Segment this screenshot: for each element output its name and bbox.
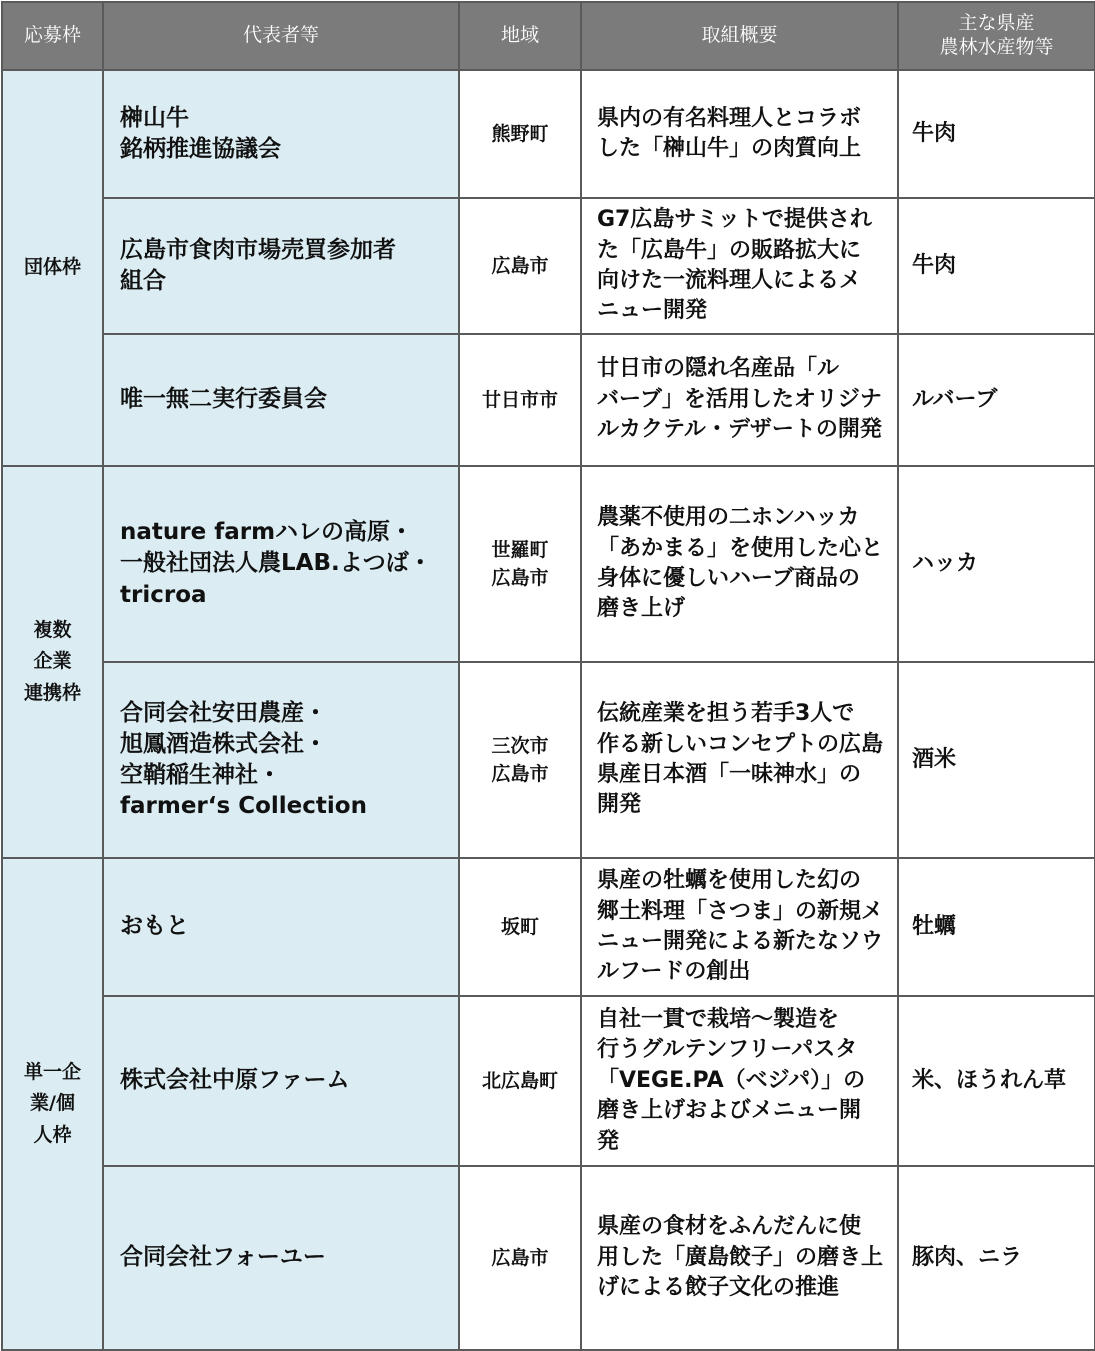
table-row [2, 466, 1095, 662]
product-cell: 牛肉 [898, 198, 1095, 334]
region-cell: 廿日市市 [459, 334, 581, 466]
product-cell: 豚肉、ニラ [898, 1166, 1095, 1350]
region-cell: 世羅町 広島市 [459, 466, 581, 662]
summary-cell: 県内の有名料理人とコラボ した「榊山牛」の肉質向上 [581, 70, 898, 198]
table-row [2, 662, 1095, 858]
header-region: 地域 [459, 2, 581, 70]
region-cell: 北広島町 [459, 996, 581, 1166]
summary-cell: 農薬不使用の二ホンハッカ 「あかまる」を使用した心と 身体に優しいハーブ商品の 磨き上げ [581, 466, 898, 662]
representative-cell: 合同会社フォーユー [103, 1166, 459, 1350]
product-cell: ルバーブ [898, 334, 1095, 466]
table-row [2, 1166, 1095, 1350]
header-row [2, 2, 1095, 70]
header-summary: 取組概要 [581, 2, 898, 70]
region-cell: 広島市 [459, 198, 581, 334]
summary-cell: G7広島サミットで提供され た「広島牛」の販路拡大に 向けた一流料理人によるメ ニュー開発 [581, 198, 898, 334]
representative-cell: 広島市食肉市場売買参加者 組合 [103, 198, 459, 334]
table-row [2, 858, 1095, 996]
region-cell: 三次市 広島市 [459, 662, 581, 858]
representative-cell: 唯一無二実行委員会 [103, 334, 459, 466]
region-cell: 広島市 [459, 1166, 581, 1350]
table-row [2, 70, 1095, 198]
category-multi: 複数 企業 連携枠 [2, 466, 103, 858]
summary-cell: 廿日市の隠れ名産品「ル バーブ」を活用したオリジナ ルカクテル・デザートの開発 [581, 334, 898, 466]
header-product: 主な県産 農林水産物等 [898, 2, 1095, 70]
header-category: 応募枠 [2, 2, 103, 70]
product-cell: 米、ほうれん草 [898, 996, 1095, 1166]
product-cell: 酒米 [898, 662, 1095, 858]
table-row [2, 334, 1095, 466]
representative-cell: 合同会社安田農産・ 旭鳳酒造株式会社・ 空鞘稲生神社・ farmer‘s Collection [103, 662, 459, 858]
category-group: 団体枠 [2, 70, 103, 466]
table-row [2, 996, 1095, 1166]
category-single: 単一企 業/個 人枠 [2, 858, 103, 1350]
product-cell: 牡蠣 [898, 858, 1095, 996]
representative-cell: おもと [103, 858, 459, 996]
region-cell: 坂町 [459, 858, 581, 996]
product-cell: 牛肉 [898, 70, 1095, 198]
applicants-table [1, 1, 1095, 1351]
representative-cell: 榊山牛 銘柄推進協議会 [103, 70, 459, 198]
summary-cell: 伝統産業を担う若手3人で 作る新しいコンセプトの広島 県産日本酒「一味神水」の 開発 [581, 662, 898, 858]
region-cell: 熊野町 [459, 70, 581, 198]
summary-cell: 県産の食材をふんだんに使 用した「廣島餃子」の磨き上 げによる餃子文化の推進 [581, 1166, 898, 1350]
summary-cell: 県産の牡蠣を使用した幻の 郷土料理「さつま」の新規メ ニュー開発による新たなソウ ルフードの創出 [581, 858, 898, 996]
header-representative: 代表者等 [103, 2, 459, 70]
representative-cell: nature farmハレの高原・ 一般社団法人農LAB.よつば・ tricroa [103, 466, 459, 662]
representative-cell: 株式会社中原ファーム [103, 996, 459, 1166]
product-cell: ハッカ [898, 466, 1095, 662]
summary-cell: 自社一貫で栽培～製造を 行うグルテンフリーパスタ 「VEGE.PA（ベジパ）」の 磨き上げおよびメニュー開 発 [581, 996, 898, 1166]
table-row [2, 198, 1095, 334]
